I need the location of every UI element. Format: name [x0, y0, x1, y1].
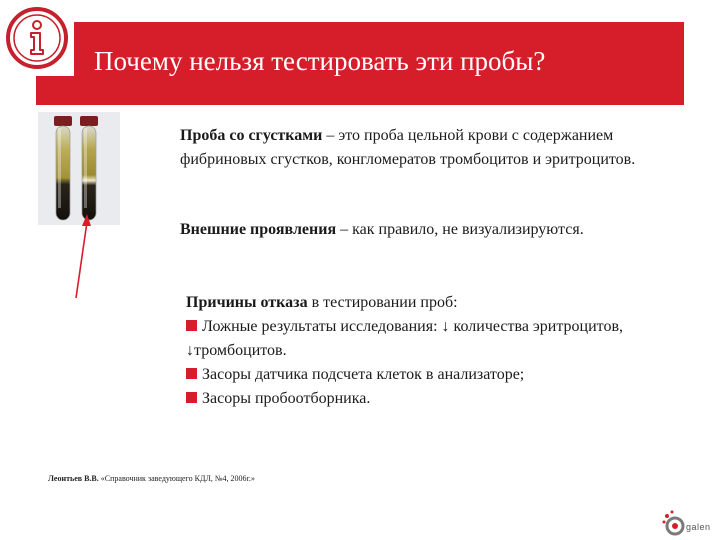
logo-text: galen — [686, 522, 711, 532]
list-item — [186, 315, 656, 363]
reason-text: Ложные результаты исследования: ↓ количества эритроцитов, ↓тромбоцитов. — [186, 318, 624, 359]
list-item — [186, 387, 656, 411]
reasons-term: Причины отказа — [186, 294, 308, 311]
reasons-heading-rest: в тестировании проб: — [307, 294, 458, 311]
bullet-square-icon — [186, 392, 197, 403]
list-item — [186, 363, 656, 387]
info-icon — [5, 6, 69, 70]
blood-tubes-photo — [38, 112, 120, 225]
bullet-square-icon — [186, 368, 197, 379]
rejection-reasons — [186, 291, 656, 411]
bullet-square-icon — [186, 320, 197, 331]
clot-term: Проба со сгустками — [180, 127, 323, 144]
external-signs-text: – как правило, не визуализируются. — [336, 221, 584, 238]
galen-logo-icon — [660, 508, 688, 538]
page-title: Почему нельзя тестировать эти пробы? — [94, 46, 546, 76]
reason-text: Засоры датчика подсчета клеток в анализаторе; — [202, 366, 525, 383]
footnote — [48, 474, 255, 483]
reason-text: Засоры пробоотборника. — [202, 390, 371, 407]
pointer-arrow — [60, 212, 100, 302]
external-signs-term: Внешние проявления — [180, 221, 337, 238]
galen-logo — [660, 508, 718, 538]
footnote-author: Леонтьев В.В. — [48, 474, 99, 483]
external-signs — [180, 218, 640, 242]
clot-definition — [180, 124, 640, 172]
footnote-source: «Справочник заведующего КДЛ, №4, 2006г.» — [98, 474, 255, 483]
info-badge — [0, 0, 74, 76]
clot-text: – это проба цельной крови с содержанием фибриновых сгустков, конгломератов тромбоцитов и эритроцитов. — [180, 127, 636, 168]
reasons-heading — [186, 291, 656, 315]
